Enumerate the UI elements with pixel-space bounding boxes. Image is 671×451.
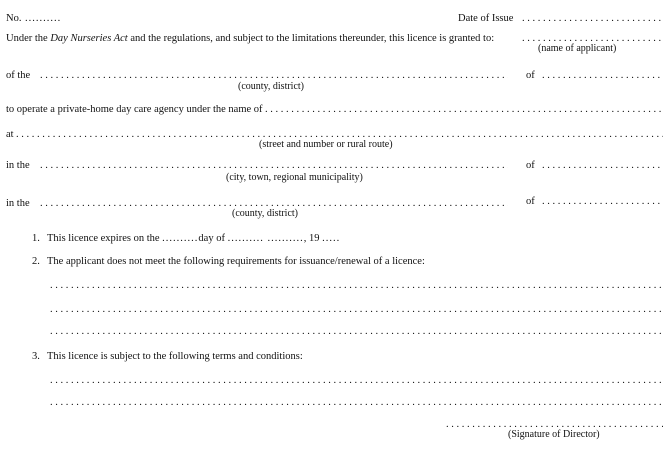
requirements-line-1[interactable] xyxy=(50,280,663,292)
of-label-2: of xyxy=(526,160,535,171)
licence-number-label: No. xyxy=(6,13,22,24)
city-name-field[interactable] xyxy=(542,160,663,172)
date-of-issue-field[interactable] xyxy=(522,13,663,25)
of-label-3: of xyxy=(526,196,535,207)
city-field[interactable] xyxy=(40,160,508,172)
licence-number-dots: .......... xyxy=(25,13,62,24)
expiry-day-field[interactable]: .......... xyxy=(162,233,199,244)
conditions-line-2[interactable] xyxy=(50,397,663,409)
date-of-issue-label: Date of Issue xyxy=(458,13,514,24)
county-district-name-field-1[interactable] xyxy=(542,70,663,82)
item-3-number: 3. xyxy=(32,351,40,362)
of-label-1: of xyxy=(526,70,535,81)
act-name: Day Nurseries Act xyxy=(50,33,128,44)
street-caption: (street and number or rural route) xyxy=(259,139,393,150)
in-the-label-1: in the xyxy=(6,160,30,171)
of-the-label-1: of the xyxy=(6,70,31,81)
county-district-caption-1: (county, district) xyxy=(238,81,305,92)
requirements-line-3[interactable] xyxy=(50,326,663,338)
item-2-text: The applicant does not meet the following requirements for issuance/renewal of a licence: xyxy=(47,256,425,267)
item-3-text: This licence is subject to the following terms and conditions: xyxy=(47,351,303,362)
in-the-label-2: in the xyxy=(6,198,30,209)
signature-caption: (Signature of Director) xyxy=(508,429,600,440)
city-caption: (city, town, regional municipality) xyxy=(226,172,363,183)
grant-statement: Under the Day Nurseries Act and the regulations, and subject to the limitations thereunder, this licence is granted to: xyxy=(6,33,495,44)
expiry-month-field[interactable]: .......... .......... xyxy=(227,233,304,244)
item-1-expiry-line: This licence expires on the ..........day of .......... .........., 19 ..... xyxy=(47,233,341,244)
county-district-caption-2: (county, district) xyxy=(232,208,299,219)
requirements-line-2[interactable] xyxy=(50,304,663,316)
county-district-name-field-2[interactable] xyxy=(542,196,663,208)
operate-agency-label: to operate a private-home day care agency under the name of xyxy=(6,104,263,115)
item-1-number: 1. xyxy=(32,233,40,244)
at-label: at xyxy=(6,129,14,140)
applicant-name-caption: (name of applicant) xyxy=(538,43,617,54)
item-2-number: 2. xyxy=(32,256,40,267)
conditions-line-1[interactable] xyxy=(50,375,663,387)
expiry-year-field[interactable]: ..... xyxy=(322,233,341,244)
agency-name-field[interactable] xyxy=(265,104,663,116)
